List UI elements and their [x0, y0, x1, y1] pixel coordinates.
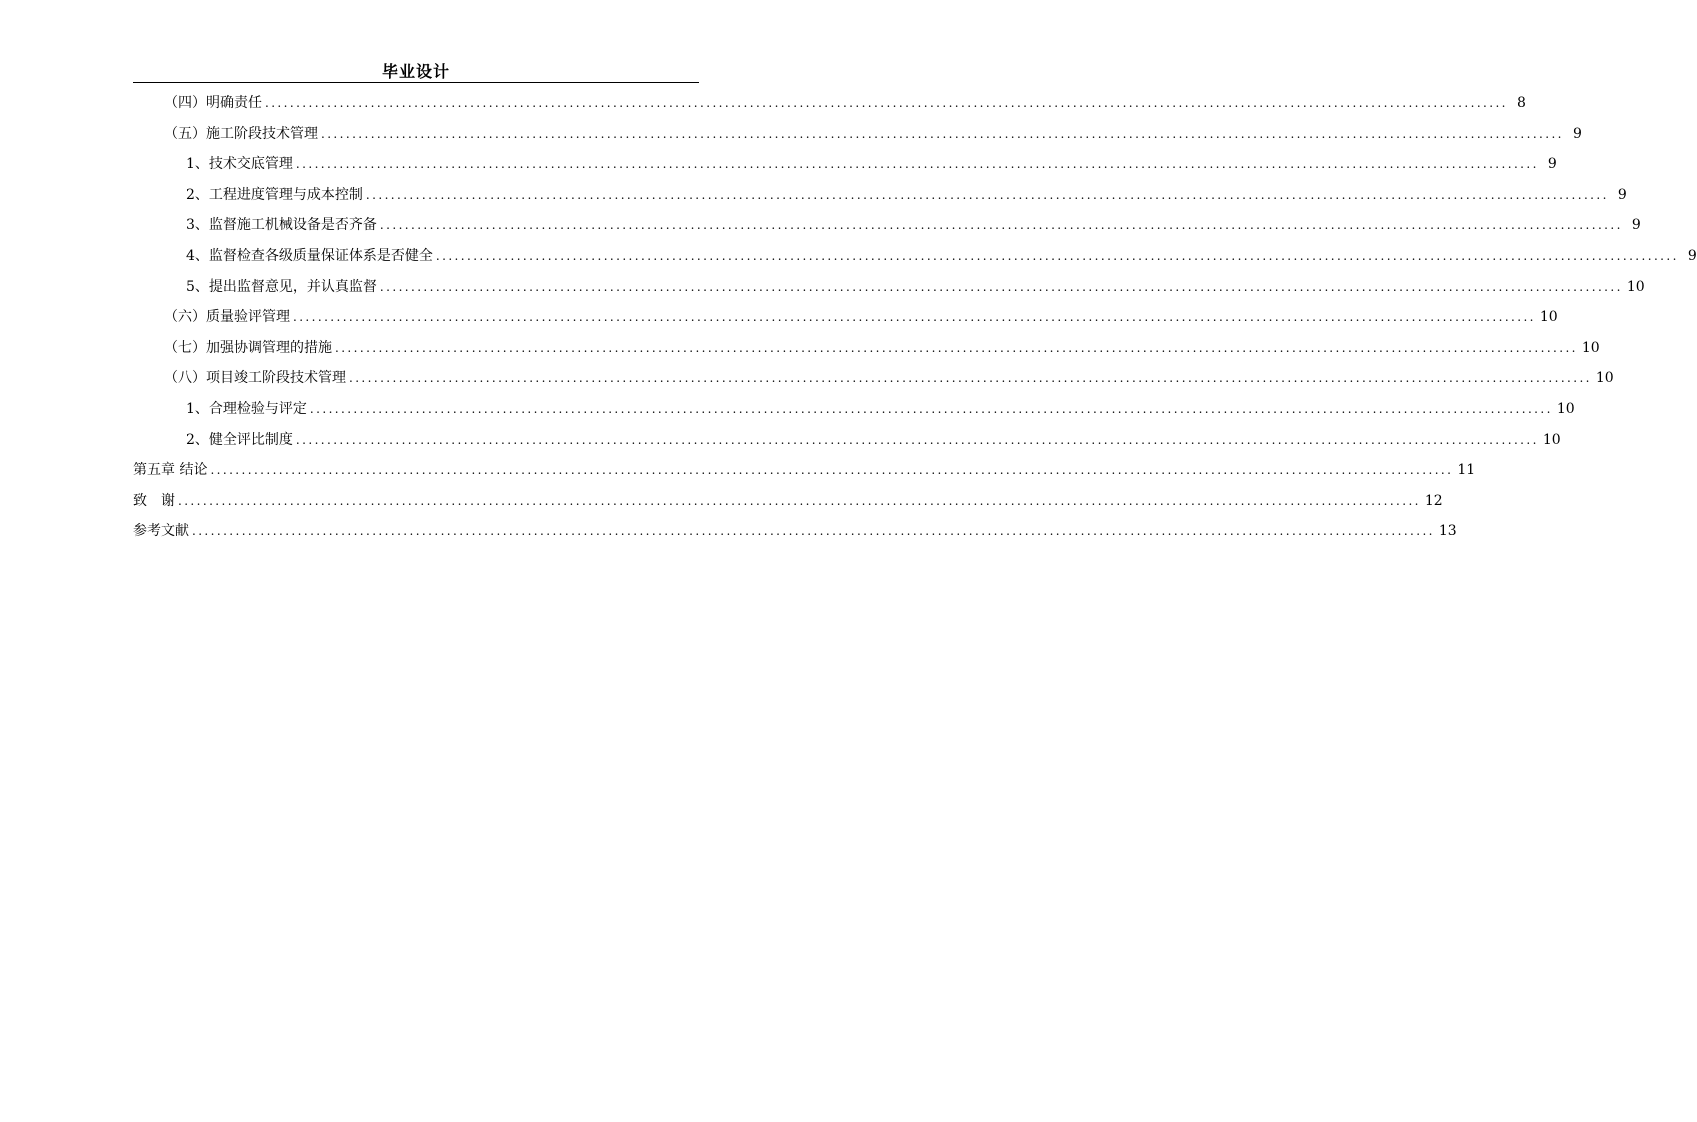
toc-entry[interactable] [133, 241, 1697, 272]
toc-entry[interactable] [133, 486, 1443, 517]
toc-entry-title: 1、合理检验与评定 [186, 400, 307, 417]
toc-entry-title: （四）明确责任 [164, 95, 262, 111]
toc-dot-leader: ........................................................................................................................................................................................................ [210, 463, 1454, 478]
toc-entry-page: 10 [1595, 370, 1614, 387]
toc-entry[interactable] [133, 333, 1600, 364]
toc-dot-leader: ........................................................................................................................................................................................................ [335, 340, 1578, 355]
header-title: 毕业设计 [381, 62, 450, 81]
toc-entry-page: 9 [1631, 217, 1641, 234]
toc-dot-leader: ........................................................................................................................................................................................................ [349, 371, 1592, 386]
toc-entry-page: 10 [1539, 309, 1558, 326]
toc-entry-title: （五）施工阶段技术管理 [164, 125, 318, 142]
toc-entry[interactable] [133, 180, 1627, 211]
toc-entry-title: 3、监督施工机械设备是否齐备 [186, 217, 377, 234]
toc-entry[interactable] [133, 88, 1526, 119]
toc-dot-leader: ........................................................................................................................................................................................................ [265, 96, 1508, 110]
toc-entry-page: 10 [1581, 339, 1600, 356]
toc-dot-leader: ........................................................................................................................................................................................................ [379, 218, 1623, 233]
toc-entry-title: 参考文献 [133, 523, 189, 540]
toc-entry-title: （六）质量验评管理 [164, 309, 290, 326]
toc-entry-page: 13 [1438, 523, 1457, 540]
toc-entry-page: 12 [1424, 492, 1443, 509]
toc-entry-title: 4、监督检查各级质量保证体系是否健全 [186, 247, 433, 264]
toc-entry[interactable] [133, 272, 1645, 303]
toc-entry-page: 10 [1626, 278, 1645, 295]
toc-entry[interactable] [133, 516, 1457, 547]
toc-entry-page: 9 [1547, 156, 1557, 173]
toc-dot-leader: ........................................................................................................................................................................................................ [192, 524, 1435, 539]
toc-entry[interactable] [133, 302, 1558, 333]
toc-entry-page: 9 [1687, 247, 1697, 264]
toc-dot-leader: ........................................................................................................................................................................................................ [309, 401, 1553, 416]
toc-entry-page: 11 [1457, 462, 1476, 479]
toc-dot-leader: ........................................................................................................................................................................................................ [178, 493, 1421, 508]
toc-entry-page: 10 [1542, 431, 1561, 448]
toc-entry-title: 致 谢 [133, 492, 175, 509]
toc-entry[interactable] [133, 210, 1641, 241]
toc-dot-leader: ........................................................................................................................................................................................................ [435, 248, 1679, 263]
toc-entry-title: 1、技术交底管理 [186, 156, 293, 173]
toc-dot-leader: ........................................................................................................................................................................................................ [295, 432, 1539, 447]
toc-entry-title: 第五章 结论 [133, 462, 208, 479]
toc-dot-leader: ........................................................................................................................................................................................................ [293, 310, 1536, 325]
toc-entry-title: 2、工程进度管理与成本控制 [186, 186, 363, 203]
toc-entry-title: 2、健全评比制度 [186, 431, 293, 448]
toc-entry[interactable] [133, 394, 1575, 425]
toc-dot-leader: ........................................................................................................................................................................................................ [379, 279, 1623, 294]
toc-entry-title: （八）项目竣工阶段技术管理 [164, 370, 346, 387]
toc-entry-page: 10 [1556, 400, 1575, 417]
toc-entry[interactable] [133, 119, 1582, 150]
table-of-contents [133, 88, 1697, 547]
toc-entry-title: （七）加强协调管理的措施 [164, 339, 332, 356]
toc-entry[interactable] [133, 363, 1614, 394]
toc-entry-page: 9 [1617, 186, 1627, 203]
toc-dot-leader: ........................................................................................................................................................................................................ [295, 157, 1539, 172]
toc-entry[interactable] [133, 425, 1561, 456]
toc-entry[interactable] [133, 149, 1557, 180]
toc-dot-leader: ........................................................................................................................................................................................................ [365, 187, 1609, 202]
toc-dot-leader: ........................................................................................................................................................................................................ [321, 126, 1564, 141]
toc-entry-page: 8 [1516, 95, 1526, 111]
toc-entry-page: 9 [1572, 125, 1582, 142]
toc-entry-title: 5、提出监督意见，并认真监督 [186, 278, 377, 295]
page-header [133, 56, 699, 83]
toc-entry[interactable] [133, 455, 1476, 486]
